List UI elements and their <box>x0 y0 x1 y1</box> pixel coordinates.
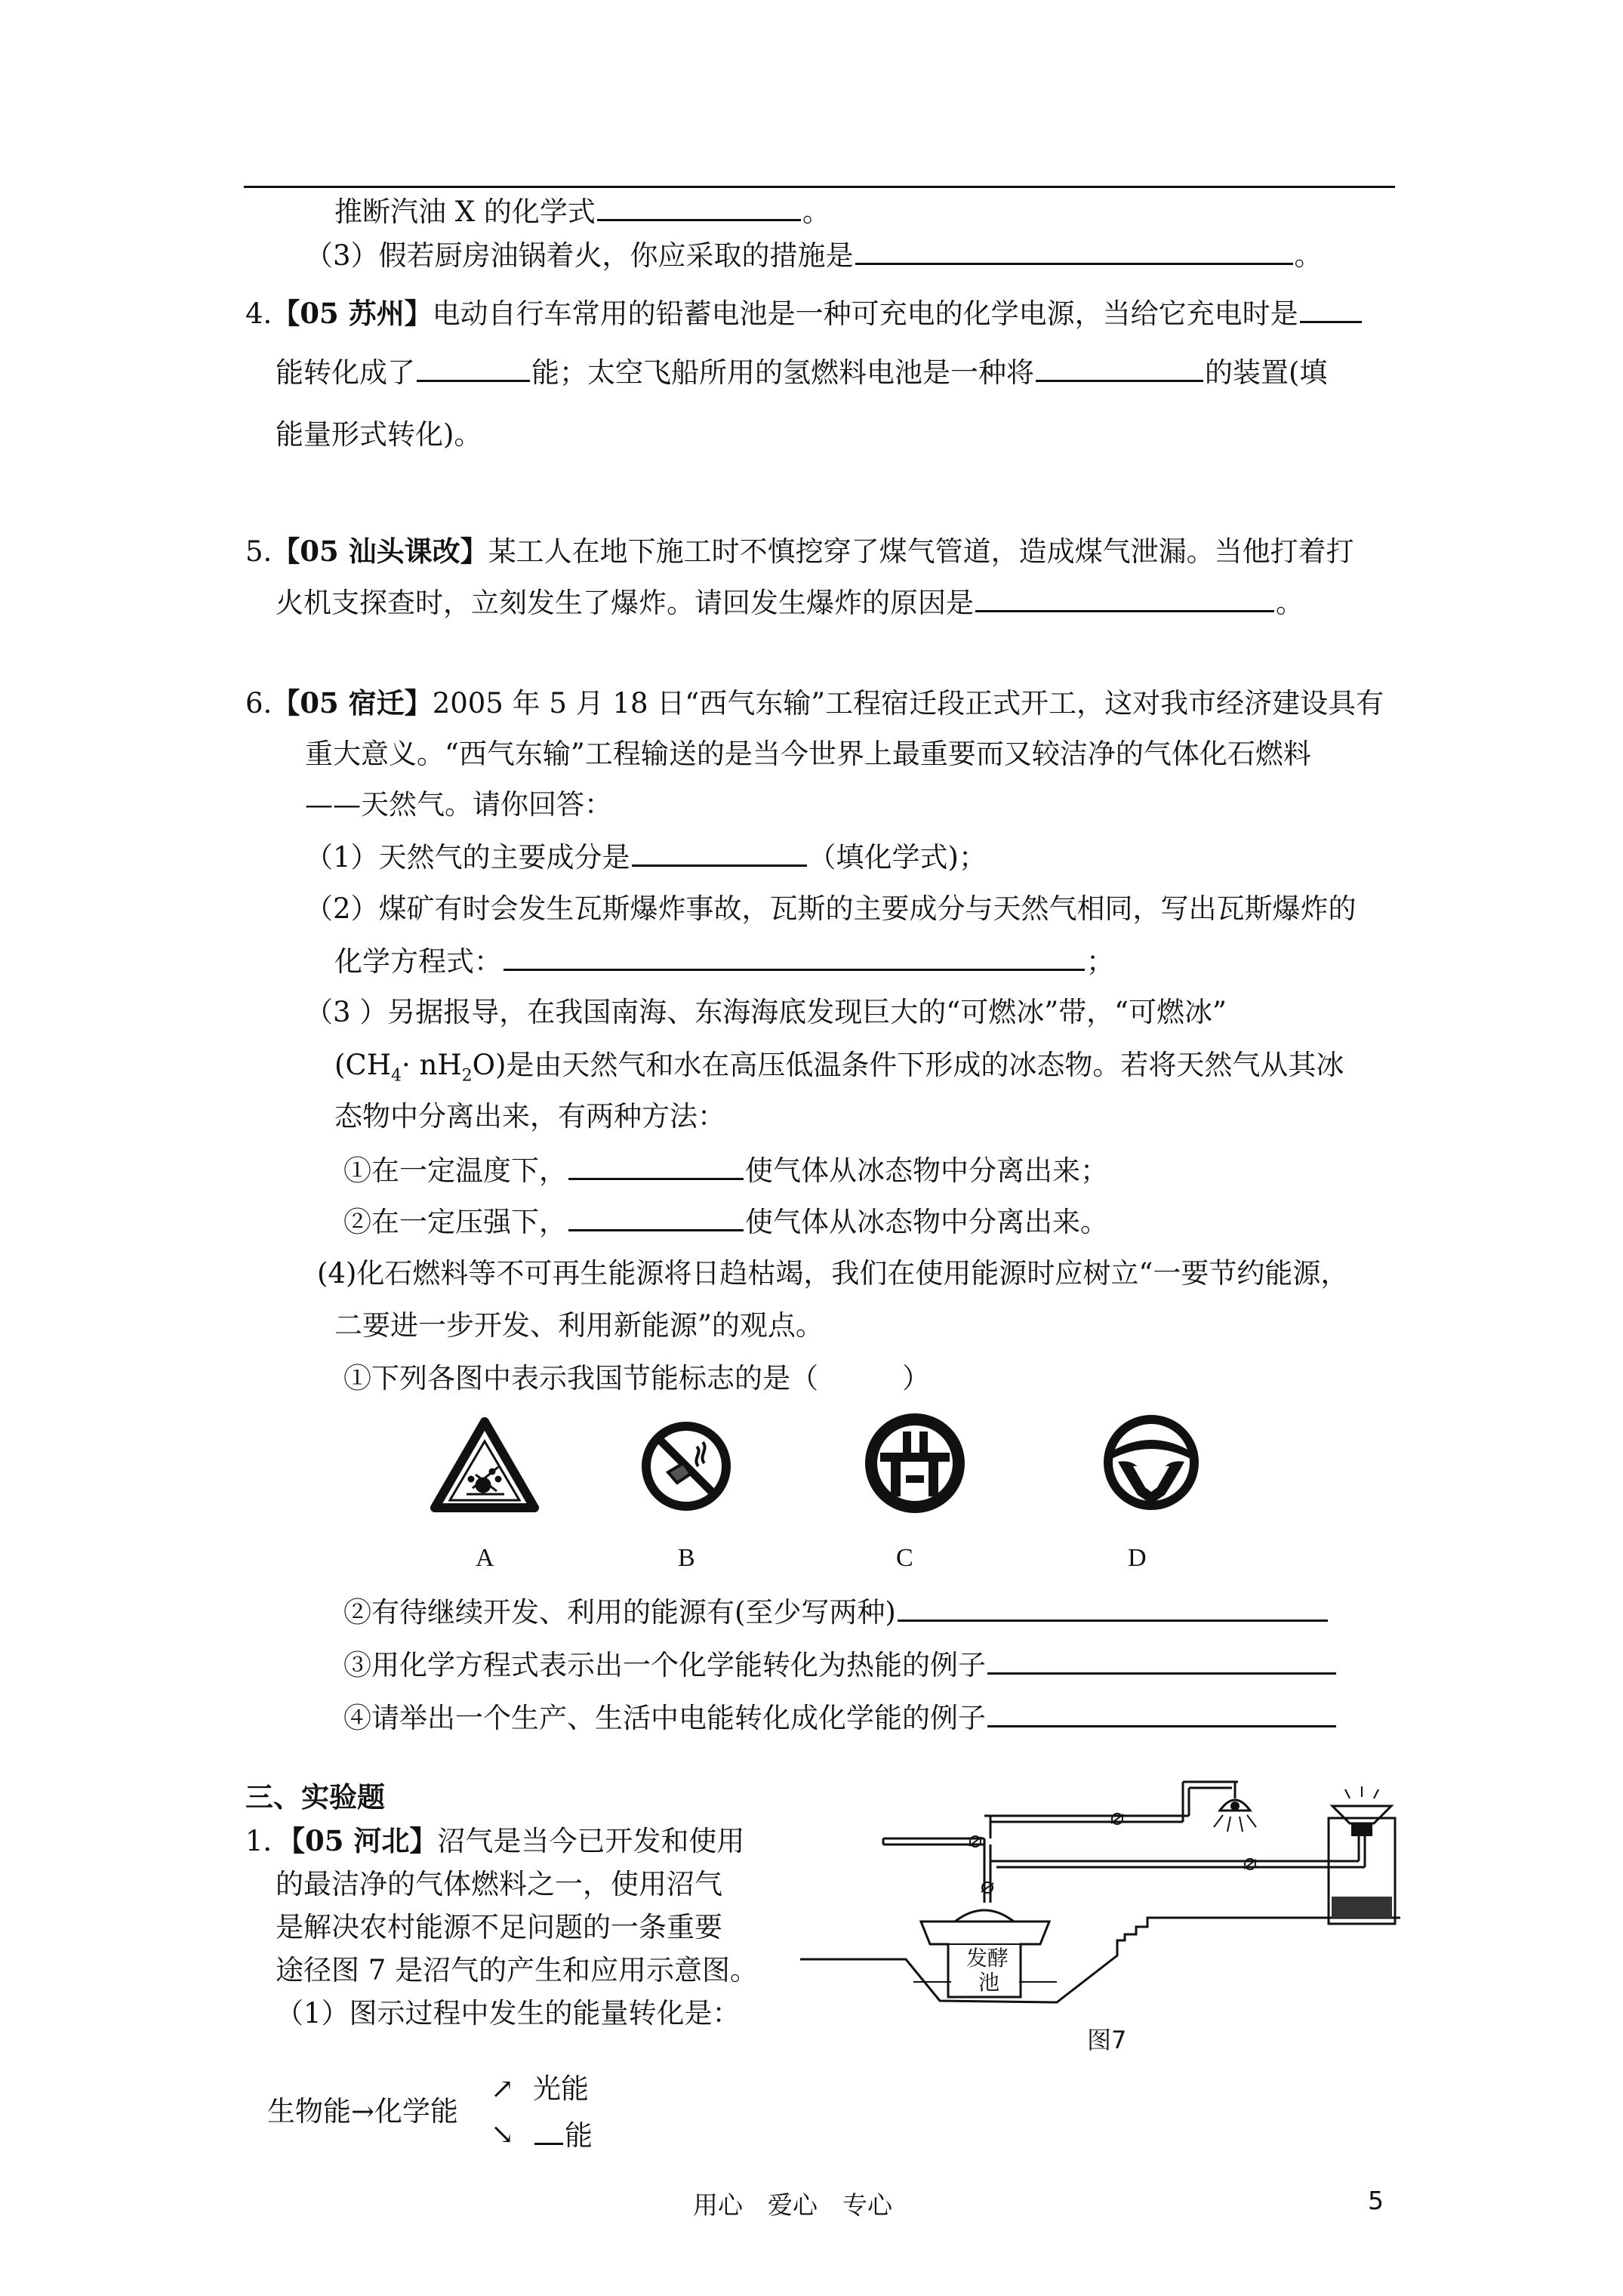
energy-saving-logo-c-icon <box>861 1410 970 1516</box>
choice-label-d[interactable]: D <box>1128 1544 1147 1572</box>
q3-line1: 推断汽油 X 的化学式 。 <box>334 196 830 228</box>
q6-part4c: ①下列各图中表示我国节能标志的是（ ） <box>343 1362 930 1395</box>
header-rule <box>244 186 1395 188</box>
answer-blank[interactable] <box>898 1597 1328 1622</box>
q6-part4e: ③用化学方程式表示出一个化学能转化为热能的例子 <box>343 1650 1338 1679</box>
footer-center: 用心 爱心 专心 <box>693 2190 892 2220</box>
s3-q1-part1: （1）图示过程中发生的能量转化是： <box>276 1997 741 2029</box>
choice-label-a[interactable]: A <box>476 1544 494 1572</box>
answer-blank[interactable] <box>1300 298 1362 323</box>
answer-blank[interactable] <box>597 196 801 221</box>
light-energy-label: 光能 <box>533 2073 589 2105</box>
q6-line2: 重大意义。“西气东输”工程输送的是当今世界上最重要而又较洁净的气体化石燃料 <box>305 738 1311 770</box>
q6-part4f: ④请举出一个生产、生活中电能转化成化学能的例子 <box>343 1703 1338 1732</box>
answer-blank[interactable] <box>632 842 807 867</box>
answer-blank[interactable] <box>987 1703 1336 1727</box>
energy-saving-logo-d-icon <box>1097 1412 1206 1514</box>
q6-part1: （1）天然气的主要成分是 （填化学式)； <box>305 841 987 874</box>
arrow-up: ↗ <box>491 2073 515 2105</box>
energy-blank-row: 能 <box>533 2120 593 2150</box>
s3-q1-line2: 的最洁净的气体燃料之一，使用沼气 <box>276 1868 722 1900</box>
q6-line3: ——天然气。请你回答： <box>305 788 612 821</box>
q6-part3b: $(CH_4\cdot nH_2O)$是由天然气和水在高压低温条件下形成的冰态物。若将天然气从其冰 <box>334 1049 1344 1086</box>
arrow-down: ↘ <box>491 2118 515 2150</box>
q4-line1: 4.【05 苏州】电动自行车常用的铅蓄电池是一种可充电的化学电源，当给它充电时是 <box>245 298 1363 328</box>
no-smoking-icon <box>639 1419 734 1514</box>
answer-blank[interactable] <box>1036 357 1203 382</box>
answer-blank[interactable] <box>504 946 1085 971</box>
answer-blank[interactable] <box>975 587 1274 612</box>
page-number: 5 <box>1368 2186 1384 2215</box>
q6-part3e: ②在一定压强下， 使气体从冰态物中分离出来。 <box>343 1206 1108 1238</box>
s3-q1-line1: 1．【05 河北】沼气是当今已开发和使用 <box>245 1824 745 1857</box>
q6-part4a: (4)化石燃料等不可再生能源将日趋枯竭，我们在使用能源时应树立“一要节约能源， <box>317 1257 1349 1290</box>
energy-chain: 生物能→化学能 <box>267 2095 459 2128</box>
q6-part4b: 二要进一步开发、利用新能源”的观点。 <box>334 1309 824 1342</box>
answer-blank[interactable] <box>987 1650 1336 1675</box>
s3-q1-line4: 途径图 7 是沼气的产生和应用示意图。 <box>276 1954 759 1986</box>
answer-blank[interactable] <box>568 1207 744 1231</box>
s3-q1-line3: 是解决农村能源不足问题的一条重要 <box>276 1911 722 1943</box>
q6-part2b: 化学方程式： ； <box>334 945 1114 978</box>
q5-line2: 火机支探查时，立刻发生了爆炸。请回发生爆炸的原因是 。 <box>276 587 1304 619</box>
answer-blank[interactable] <box>568 1155 744 1180</box>
tank-label-1: 发酵 <box>966 1946 1009 1971</box>
section-title: 三、实验题 <box>245 1780 385 1814</box>
figure-caption: 图7 <box>1087 2026 1127 2054</box>
q5-line1: 5.【05 汕头课改】某工人在地下施工时不慎挖穿了煤气管道，造成煤气泄漏。当他打着打 <box>245 535 1354 568</box>
question-source: 【05 宿迁】 <box>272 686 433 720</box>
q6-line1: 6.【05 宿迁】2005 年 5 月 18 日“西气东输”工程宿迁段正式开工，这对我市经济建设具有 <box>245 686 1384 720</box>
q4-line2: 能转化成了 能；太空飞船所用的氢燃料电池是一种将 的装置(填 <box>276 356 1328 389</box>
q6-part4d: ②有待继续开发、利用的能源有(至少写两种) <box>343 1597 1329 1626</box>
question-source: 【05 汕头课改】 <box>272 535 488 568</box>
q6-part3a: （3 ）另据报导，在我国南海、东海海底发现巨大的“可燃冰”带，“可燃冰” <box>305 996 1227 1028</box>
biogas-diagram <box>800 1767 1404 2069</box>
question-source: 【05 河北】 <box>291 1824 438 1857</box>
choice-label-b[interactable]: B <box>678 1544 695 1572</box>
q3-line2: （3）假若厨房油锅着火，你应采取的措施是 。 <box>305 239 1323 272</box>
tank-label-2: 池 <box>978 1970 1000 1995</box>
answer-blank[interactable] <box>534 2120 563 2145</box>
q4-line3: 能量形式转化)。 <box>276 418 482 451</box>
warning-triangle-icon <box>430 1416 540 1514</box>
q6-part3d: ①在一定温度下， 使气体从冰态物中分离出来； <box>343 1154 1108 1187</box>
q6-part2a: （2）煤矿有时会发生瓦斯爆炸事故，瓦斯的主要成分与天然气相同，写出瓦斯爆炸的 <box>305 892 1357 925</box>
q6-part3c: 态物中分离出来，有两种方法： <box>334 1100 725 1133</box>
answer-blank[interactable] <box>417 357 530 382</box>
answer-blank[interactable] <box>855 240 1293 265</box>
question-source: 【05 苏州】 <box>272 297 433 330</box>
choice-label-c[interactable]: C <box>896 1544 913 1572</box>
